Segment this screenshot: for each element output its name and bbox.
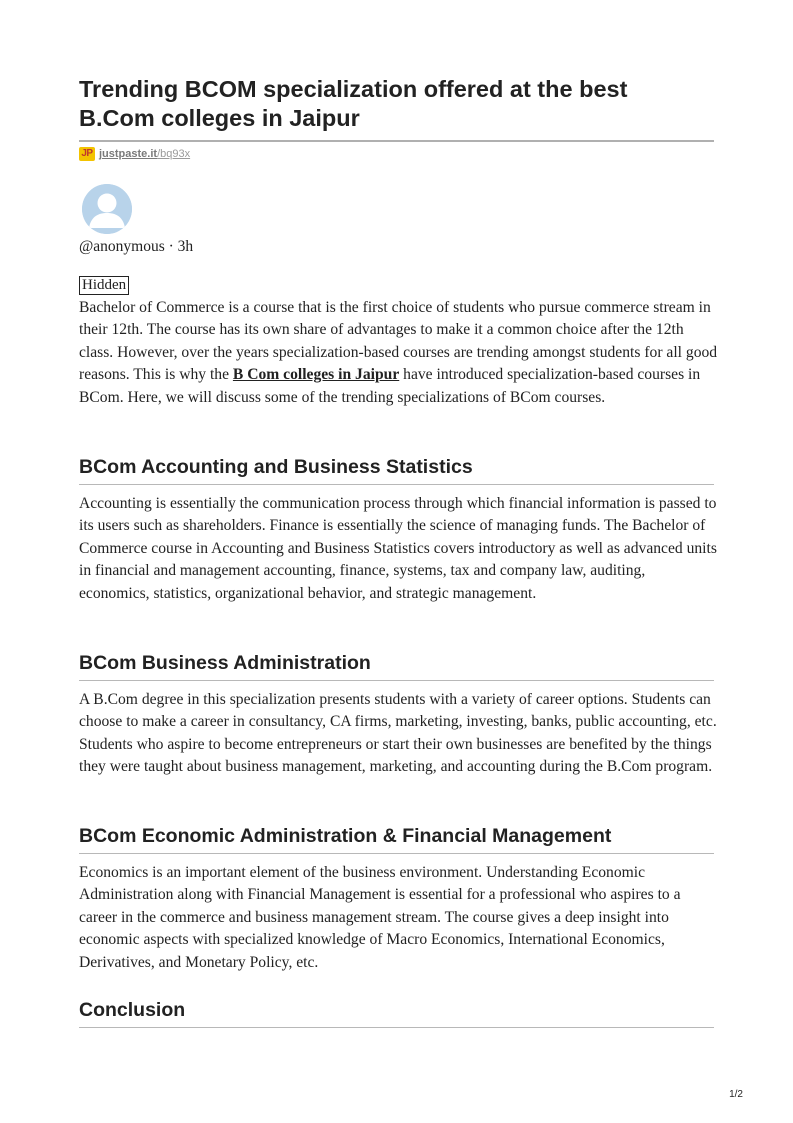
hidden-badge[interactable]: Hidden xyxy=(79,276,129,295)
title-line-2: B.Com colleges in Jaipur xyxy=(79,105,360,131)
page-title xyxy=(79,75,719,133)
section-body: A B.Com degree in this specialization presents students with a variety of career options. Students can choose to make a career in consultancy, CA firms, marketing, investing, banks, public accounting, etc. Students who aspire to become entrepreneurs or start their own businesses are benefited by the things they were taught about business management, marketing, and accounting during the B.Com program. xyxy=(79,691,717,776)
section-divider xyxy=(79,853,714,854)
justpaste-logo-icon: JP xyxy=(79,147,95,161)
source-link[interactable] xyxy=(79,147,190,161)
section-divider xyxy=(79,1027,714,1028)
title-divider xyxy=(79,140,714,142)
section-heading: Conclusion xyxy=(79,999,186,1021)
bcom-colleges-link[interactable]: B Com colleges in Jaipur xyxy=(232,366,400,384)
section-heading: BCom Business Administration xyxy=(79,652,371,674)
section-divider xyxy=(79,680,714,681)
section-heading: BCom Economic Administration & Financial Management xyxy=(79,825,612,847)
author-meta: @anonymous · 3h xyxy=(79,238,194,255)
page-number: 1/2 xyxy=(729,1089,743,1100)
avatar xyxy=(82,184,132,234)
intro-text-1: Bachelor of Commerce is a course that is the first choice of students who pursue commerce stream in their 12th. The course has its own share of advantages to make it a common choice after the 12th class. However, over the years specialization-based courses are trending amongst students for all good reasons. This is why the xyxy=(79,299,718,384)
user-silhouette-icon xyxy=(82,184,132,234)
intro-paragraph xyxy=(79,297,719,409)
source-domain[interactable]: justpaste.it xyxy=(99,148,158,160)
title-line-1: Trending BCOM specialization offered at the best xyxy=(79,76,628,102)
section-divider xyxy=(79,484,714,485)
section-body: Accounting is essentially the communication process through which financial information is passed to its users such as shareholders. Finance is essentially the science of managing funds. The Bachelor of Commerce course in Accounting and Business Statistics covers introductory as well as advanced units in financial and management accounting, finance, systems, tax and company law, auditing, economics, statistics, organizational behavior, and strategic management. xyxy=(79,495,717,602)
section-body: Economics is an important element of the business environment. Understanding Economic Administration along with Financial Management is essential for a professional who aspires to a career in the commerce and business management stream. The course gives a deep insight into economic aspects with specialized knowledge of Macro Economics, International Economics, Derivatives, and Monetary Policy, etc. xyxy=(79,864,681,971)
source-path[interactable]: /bq93x xyxy=(157,148,191,160)
section-heading: BCom Accounting and Business Statistics xyxy=(79,456,473,478)
intro-text-2: have introduced specialization-based courses in BCom. Here, we will discuss some of the trending specializations of BCom courses. xyxy=(79,366,701,406)
